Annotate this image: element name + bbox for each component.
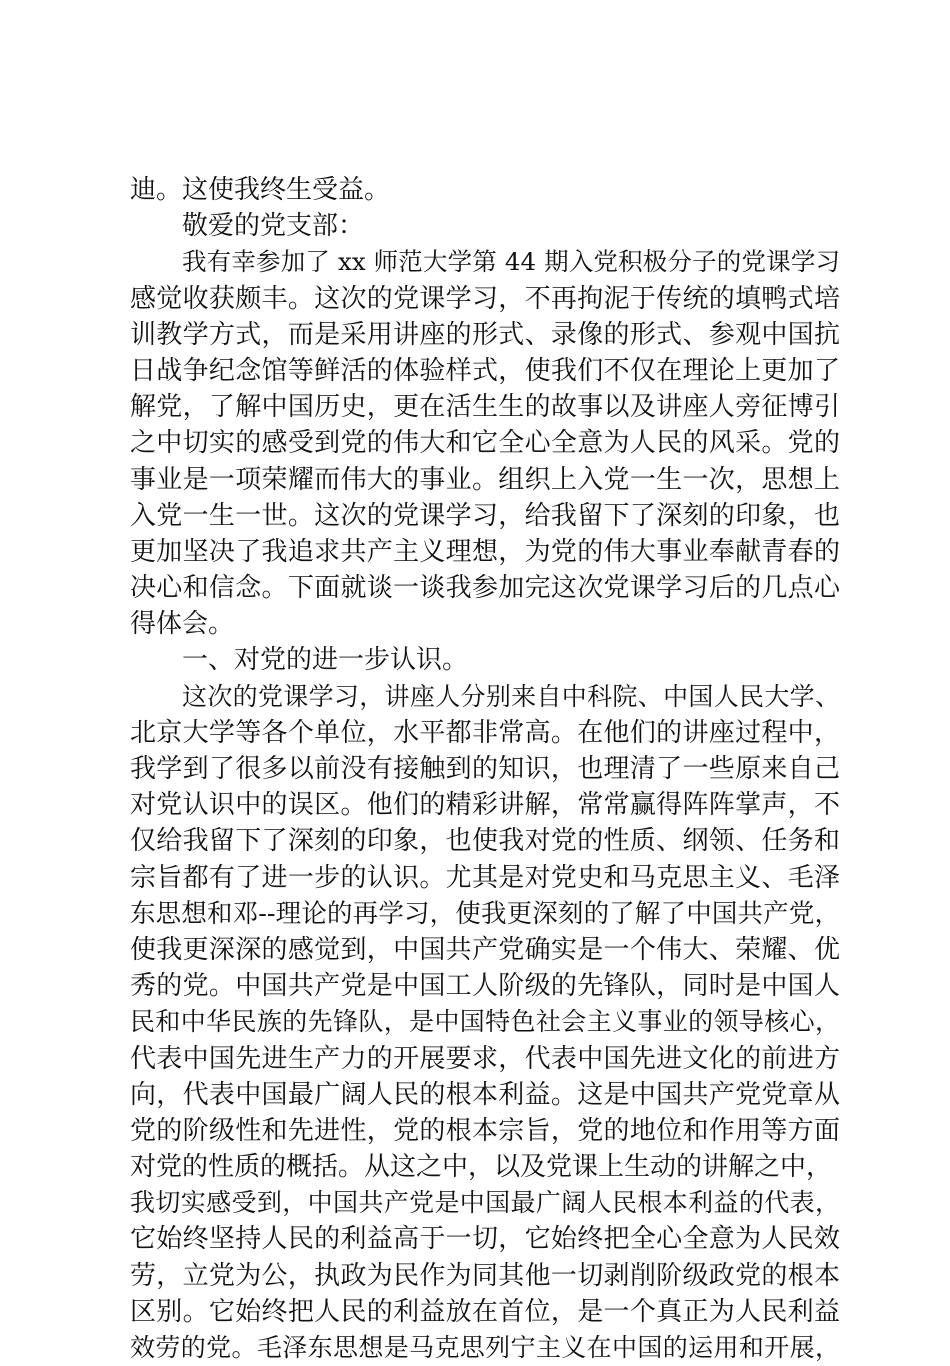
- text-line: 感觉收获颇丰。这次的党课学习，不再拘泥于传统的填鸭式培: [130, 283, 840, 314]
- text-line: 秀的党。中国共产党是中国工人阶级的先锋队，同时是中国人: [130, 971, 840, 1002]
- text-line: 宗旨都有了进一步的认识。尤其是对党史和马克思主义、毛泽: [130, 862, 840, 893]
- text-line: 效劳的党。毛泽东思想是马克思列宁主义在中国的运用和开展，: [130, 1333, 840, 1362]
- text-line: 党的阶级性和先进性，党的根本宗旨，党的地位和作用等方面: [130, 1115, 840, 1146]
- text-line: 东思想和邓--理论的再学习，使我更深刻的了解了中国共产党，: [130, 898, 840, 929]
- text-line: 之中切实的感受到党的伟大和它全心全意为人民的风采。党的: [130, 428, 840, 459]
- text-line: 日战争纪念馆等鲜活的体验样式，使我们不仅在理论上更加了: [130, 355, 840, 386]
- text-line: 对党的性质的概括。从这之中，以及党课上生动的讲解之中，: [130, 1152, 833, 1183]
- text-line: 对党认识中的误区。他们的精彩讲解，常常赢得阵阵掌声，不: [130, 790, 840, 821]
- text-line: 它始终坚持人民的利益高于一切，它始终把全心全意为人民效: [130, 1224, 840, 1255]
- text-line: 民和中华民族的先锋队，是中国特色社会主义事业的领导核心，: [130, 1007, 840, 1037]
- text-line: 更加坚决了我追求共产主义理想，为党的伟大事业奉献青春的: [130, 536, 840, 567]
- text-line: 解党，了解中国历史，更在活生生的故事以及讲座人旁征博引: [130, 392, 840, 423]
- text-line: 我有幸参加了 xx 师范大学第 44 期入党积极分子的党课学习: [182, 247, 840, 277]
- text-line: 区别。它始终把人民的利益放在首位，是一个真正为人民利益: [130, 1296, 840, 1327]
- text-line: 迪。这使我终生受益。: [130, 175, 391, 205]
- text-line: 这次的党课学习，讲座人分别来自中科院、中国人民大学、: [182, 681, 840, 711]
- text-line: 北京大学等各个单位，水平都非常高。在他们的讲座过程中，: [130, 717, 840, 748]
- text-line: 劳，立党为公，执政为民作为同其他一切剥削阶级政党的根本: [130, 1260, 840, 1291]
- text-line: 决心和信念。下面就谈一谈我参加完这次党课学习后的几点心: [130, 573, 840, 604]
- text-line: 一、对党的进一步认识。: [182, 645, 469, 676]
- text-line: 仅给我留下了深刻的印象，也使我对党的性质、纲领、任务和: [130, 826, 840, 857]
- text-line: 我学到了很多以前没有接触到的知识，也理清了一些原来自己: [130, 754, 840, 784]
- document-body: [130, 172, 840, 1366]
- text-line: 使我更深深的感觉到，中国共产党确实是一个伟大、荣耀、优: [130, 934, 840, 965]
- text-line: 向，代表中国最广阔人民的根本利益。这是中国共产党党章从: [130, 1079, 840, 1110]
- text-line: 我切实感受到，中国共产党是中国最广阔人民根本利益的代表，: [130, 1188, 840, 1218]
- text-line: 入党一生一世。这次的党课学习，给我留下了深刻的印象，也: [130, 500, 840, 531]
- text-line: 敬爱的党支部：: [182, 211, 365, 242]
- text-line: 得体会。: [130, 609, 235, 640]
- text-line: 事业是一项荣耀而伟大的事业。组织上入党一生一次，思想上: [130, 464, 840, 495]
- text-line: 训教学方式，而是采用讲座的形式、录像的形式、参观中国抗: [130, 319, 840, 350]
- text-line: 代表中国先进生产力的开展要求，代表中国先进文化的前进方: [130, 1043, 840, 1074]
